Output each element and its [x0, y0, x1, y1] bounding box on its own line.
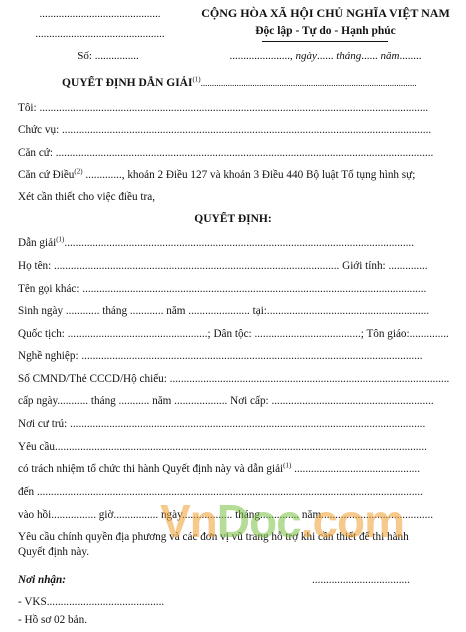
title-text: QUYẾT ĐỊNH DẪN GIẢI	[62, 77, 193, 89]
trach-nhiem-dots: .............................................	[291, 463, 420, 475]
sinh-ngay-line: Sinh ngày ............ tháng ............ năm ...................... tại:..........................................................	[18, 305, 430, 317]
trach-nhiem-text: có trách nhiệm tổ chức thi hành Quyết định này và dẫn giải	[18, 463, 284, 475]
nam-label: năm	[380, 50, 400, 62]
vao-hoi-line: vào hồi................ giờ................ ngày.................. tháng.............. năm........................................	[18, 509, 434, 521]
xet-line: Xét cần thiết cho việc điều tra,	[18, 191, 155, 203]
ho-ten-line: Họ tên: ...................................................................................................... Giới tính: ..............	[18, 260, 428, 272]
date-line	[185, 50, 466, 62]
agency-line-2: ...............................................	[35, 28, 165, 40]
can-cu-dieu-text: Căn cứ Điều	[18, 169, 75, 181]
chuc-vu-line: Chức vụ: ....................................................................................................................................	[18, 124, 432, 136]
yeu-cau-chinh-quyen-line-2: Quyết định này.	[18, 546, 90, 558]
motto-underline	[262, 41, 388, 42]
document-number: Số: ................	[77, 50, 139, 62]
signature-dots: ...................................	[312, 574, 410, 586]
document-title	[62, 76, 456, 90]
dan-giai-footnote: (1)	[56, 236, 65, 244]
nam-dots: ........	[399, 50, 422, 62]
nghe-nghiep-line: Nghề nghiệp: ..........................................................................................................................	[18, 350, 423, 362]
dan-giai-line	[18, 236, 456, 250]
noi-nhan-label: Nơi nhận:	[18, 574, 66, 586]
cap-ngay-line: cấp ngày........... tháng ........... năm ................... Nơi cấp: ..........................................................	[18, 395, 434, 407]
can-cu-footnote: (2)	[74, 168, 83, 176]
yeu-cau-chinh-quyen-line-1: Yêu cầu chính quyền địa phương và các đơn vị vũ trang hỗ trợ khi cần thiết để thi hành	[18, 531, 409, 543]
recipient-vks: - VKS..........................................	[18, 596, 165, 608]
ngay-label: ngày	[295, 50, 317, 62]
yeu-cau-line: Yêu cầu.....................................................................................................................................	[18, 441, 427, 453]
watermark-part-1: Vn	[160, 495, 217, 547]
thang-dots: ......	[361, 50, 381, 62]
motto: Độc lập - Tự do - Hạnh phúc	[255, 25, 396, 37]
cmnd-line: Số CMND/Thẻ CCCD/Hộ chiếu: ....................................................................................................	[18, 373, 450, 385]
can-cu-dieu-line	[18, 168, 456, 182]
republic-name: CỘNG HÒA XÃ HỘI CHỦ NGHĨA VIỆT NAM	[201, 6, 450, 20]
quoc-tich-line: Quốc tịch: ..................................................; Dân tộc: ......................................; Tôn giáo:..............	[18, 328, 449, 340]
decision-heading: QUYẾT ĐỊNH:	[194, 213, 272, 225]
dan-giai-dots: .............................................................................................................................	[64, 237, 414, 249]
noi-cu-tru-line: Nơi cư trú: ...............................................................................................................................	[18, 418, 426, 430]
trach-nhiem-footnote: (1)	[283, 462, 292, 470]
den-line: đến ..........................................................................................................................................	[18, 486, 423, 498]
can-cu-dieu-rest: ............., khoản 2 Điều 127 và khoản 3 Điều 440 Bộ luật Tố tụng hình sự;	[82, 169, 416, 181]
ten-goi-khac-line: Tên gọi khác: ...........................................................................................................................	[18, 283, 427, 295]
ngay-dots: ......	[316, 50, 337, 62]
watermark-part-3: .com	[300, 495, 405, 547]
can-cu-line: Căn cứ: .......................................................................................................................................	[18, 147, 434, 159]
thang-label: tháng	[336, 50, 362, 62]
recipient-ho-so: - Hồ sơ 02 bản.	[18, 614, 87, 626]
title-dots: ................................................................................................	[200, 78, 417, 88]
agency-line-1: ............................................	[39, 8, 161, 20]
watermark-part-2: Doc	[216, 495, 301, 547]
title-footnote: (1)	[192, 76, 201, 84]
trach-nhiem-line	[18, 462, 456, 476]
dan-giai-text: Dẫn giải	[18, 237, 57, 249]
place-dots: ......................,	[229, 50, 296, 62]
toi-line: Tôi: ...........................................................................................................................................	[18, 102, 429, 114]
